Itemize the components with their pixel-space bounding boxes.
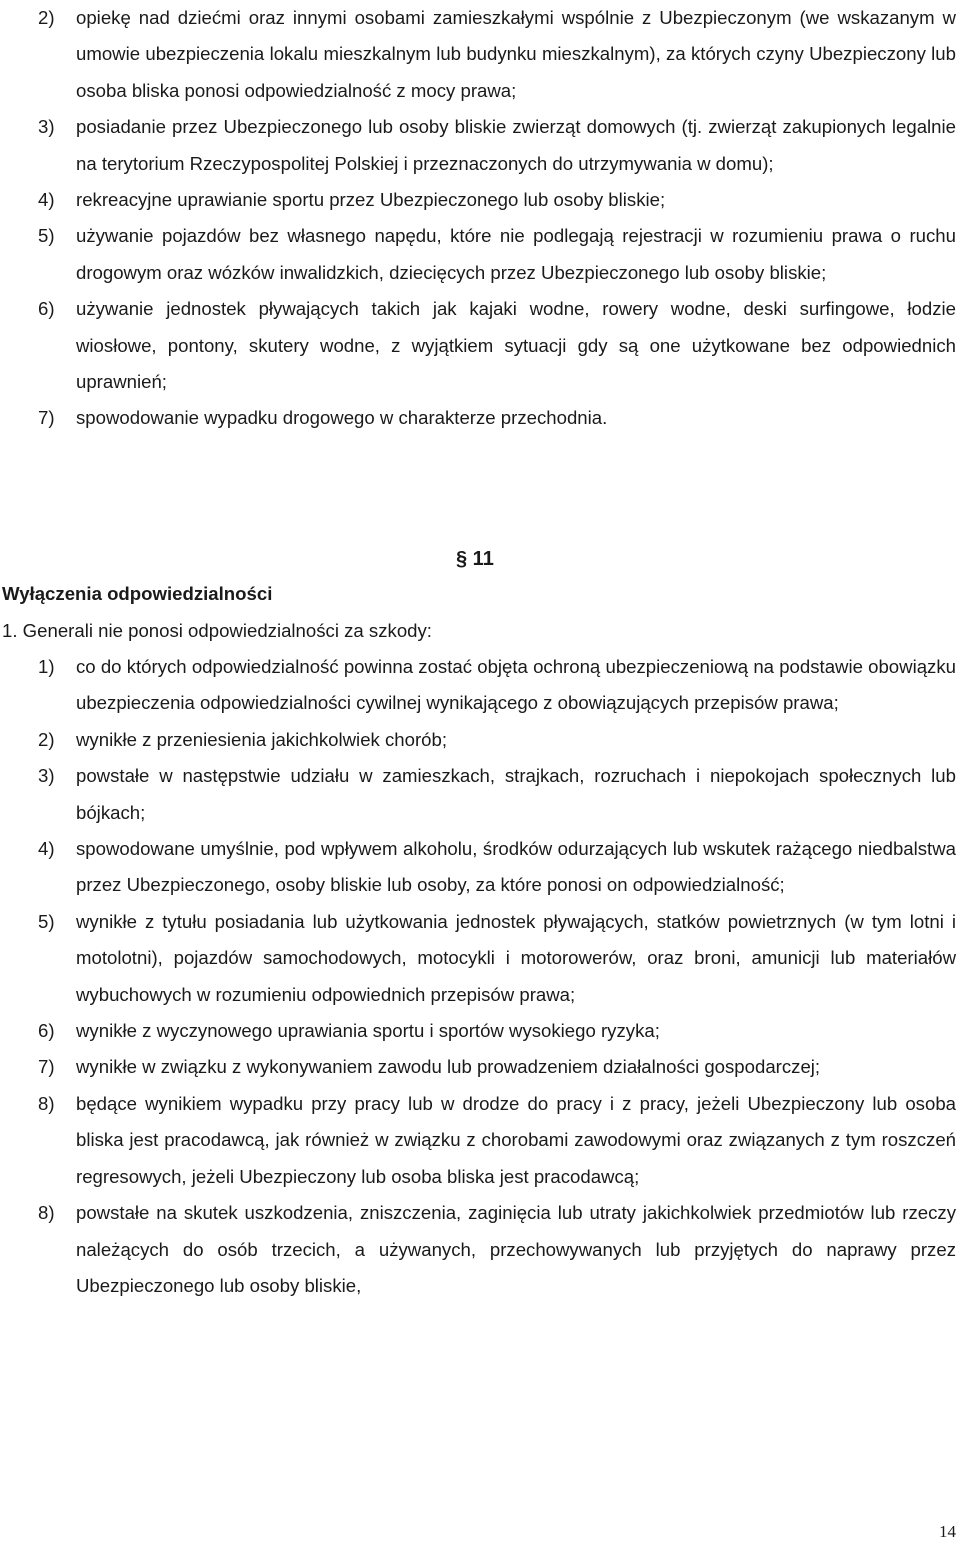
item-text: wynikłe z przeniesienia jakichkolwiek chorób; [76, 728, 448, 750]
item-text: opiekę nad dziećmi oraz innymi osobami zamieszkałymi wspólnie z Ubezpieczonym (we wskazanym w umowie ubezpieczenia lokalu mieszkalnym lub budynku mieszkalnym), za których czyny Ubezpieczony lub osoba bliska ponosi odpowiedzialność z mocy prawa; [76, 7, 956, 101]
exclusions-list [38, 649, 956, 1304]
item-text: posiadanie przez Ubezpieczonego lub osoby bliskie zwierząt domowych (tj. zwierząt zakupionych legalnie na terytorium Rzeczypospolitej Polskiej i przeznaczonych do utrzymywania w domu); [76, 116, 956, 174]
item-number: 6) [38, 1020, 55, 1042]
item-text: używanie jednostek pływających takich jak kajaki wodne, rowery wodne, deski surfingowe, łodzie wiosłowe, pontony, skutery wodne, z wyjątkiem sytuacji gdy są one użytkowane bez odpowiednich uprawnień; [76, 298, 956, 393]
list-item [38, 109, 956, 182]
item-text: wynikłe w związku z wykonywaniem zawodu lub prowadzeniem działalności gospodarczej; [76, 1056, 821, 1078]
list-item [38, 1013, 956, 1049]
item-number: 7) [38, 1056, 55, 1078]
item-number: 5) [38, 910, 55, 932]
list-item [38, 722, 956, 758]
item-number: 4) [38, 838, 55, 860]
item-number: 3) [38, 765, 55, 787]
item-number: 2) [38, 7, 55, 28]
item-text: używanie pojazdów bez własnego napędu, które nie podlegają rejestracji w rozumieniu prawa o ruchu drogowym oraz wózków inwalidzkich, dziecięcych przez Ubezpieczonego lub osoby bliskie; [76, 225, 956, 283]
item-text: powstałe w następstwie udziału w zamieszkach, strajkach, rozruchach i niepokojach społecznych lub bójkach; [76, 765, 956, 823]
list-item [38, 904, 956, 1013]
item-number: 8) [38, 1202, 55, 1224]
list-item [38, 758, 956, 831]
item-text: rekreacyjne uprawianie sportu przez Ubezpieczonego lub osoby bliskie; [76, 189, 666, 211]
page-number: 14 [939, 1522, 956, 1541]
covered-activities-list [38, 0, 956, 437]
item-number: 3) [38, 116, 55, 138]
item-number: 7) [38, 407, 55, 429]
item-text: spowodowane umyślnie, pod wpływem alkoholu, środków odurzających lub wskutek rażącego niedbalstwa przez Ubezpieczonego, osoby bliskie lub osoby, za które ponosi on odpowiedzialność; [76, 838, 956, 896]
section-intro: 1. Generali nie ponosi odpowiedzialności za szkody: [2, 620, 432, 641]
item-number: 4) [38, 189, 55, 211]
list-item [38, 1195, 956, 1304]
item-number: 8) [38, 1092, 55, 1114]
section-number: § 11 [456, 548, 494, 570]
item-text: powstałe na skutek uszkodzenia, zniszczenia, zaginięcia lub utraty jakichkolwiek przedmiotów lub rzeczy należących do osób trzecich, a używanych, przechowywanych lub przyjętych do naprawy przez Ubezpieczonego lub osoby bliskie, [76, 1202, 956, 1296]
item-text: wynikłe z tytułu posiadania lub użytkowania jednostek pływających, statków powietrznych (w tym lotni i motolotni), pojazdów samochodowych, motocykli i motorowerów, oraz broni, amunicji lub materiałów wybuchowych w rozumieniu odpowiednich przepisów prawa; [76, 910, 956, 1005]
section-title: Wyłączenia odpowiedzialności [2, 583, 273, 604]
list-item [38, 1049, 956, 1085]
item-text: spowodowanie wypadku drogowego w charakterze przechodnia. [76, 407, 608, 429]
list-item [38, 182, 956, 218]
item-number: 1) [38, 656, 55, 677]
item-text: będące wynikiem wypadku przy pracy lub w drodze do pracy i z pracy, jeżeli Ubezpieczony lub osoba bliska jest pracodawcą, jak również w związku z chorobami zawodowymi oraz związanych z tym roszczeń regresowych, jeżeli Ubezpieczony lub osoba bliska jest pracodawcą; [76, 1092, 956, 1187]
item-number: 5) [38, 225, 55, 247]
list-item [38, 831, 956, 904]
item-text: co do których odpowiedzialność powinna zostać objęta ochroną ubezpieczeniową na podstawie obowiązku ubezpieczenia odpowiedzialności cywilnej wynikającego z obowiązujących przepisów prawa; [76, 656, 956, 714]
item-number: 2) [38, 728, 55, 750]
list-item [38, 649, 956, 722]
list-item [38, 218, 956, 291]
list-item [38, 0, 956, 109]
list-item [38, 291, 956, 400]
item-text: wynikłe z wyczynowego uprawiania sportu i sportów wysokiego ryzyka; [76, 1020, 660, 1042]
list-item [38, 1086, 956, 1195]
list-item [38, 400, 956, 436]
item-number: 6) [38, 298, 55, 320]
